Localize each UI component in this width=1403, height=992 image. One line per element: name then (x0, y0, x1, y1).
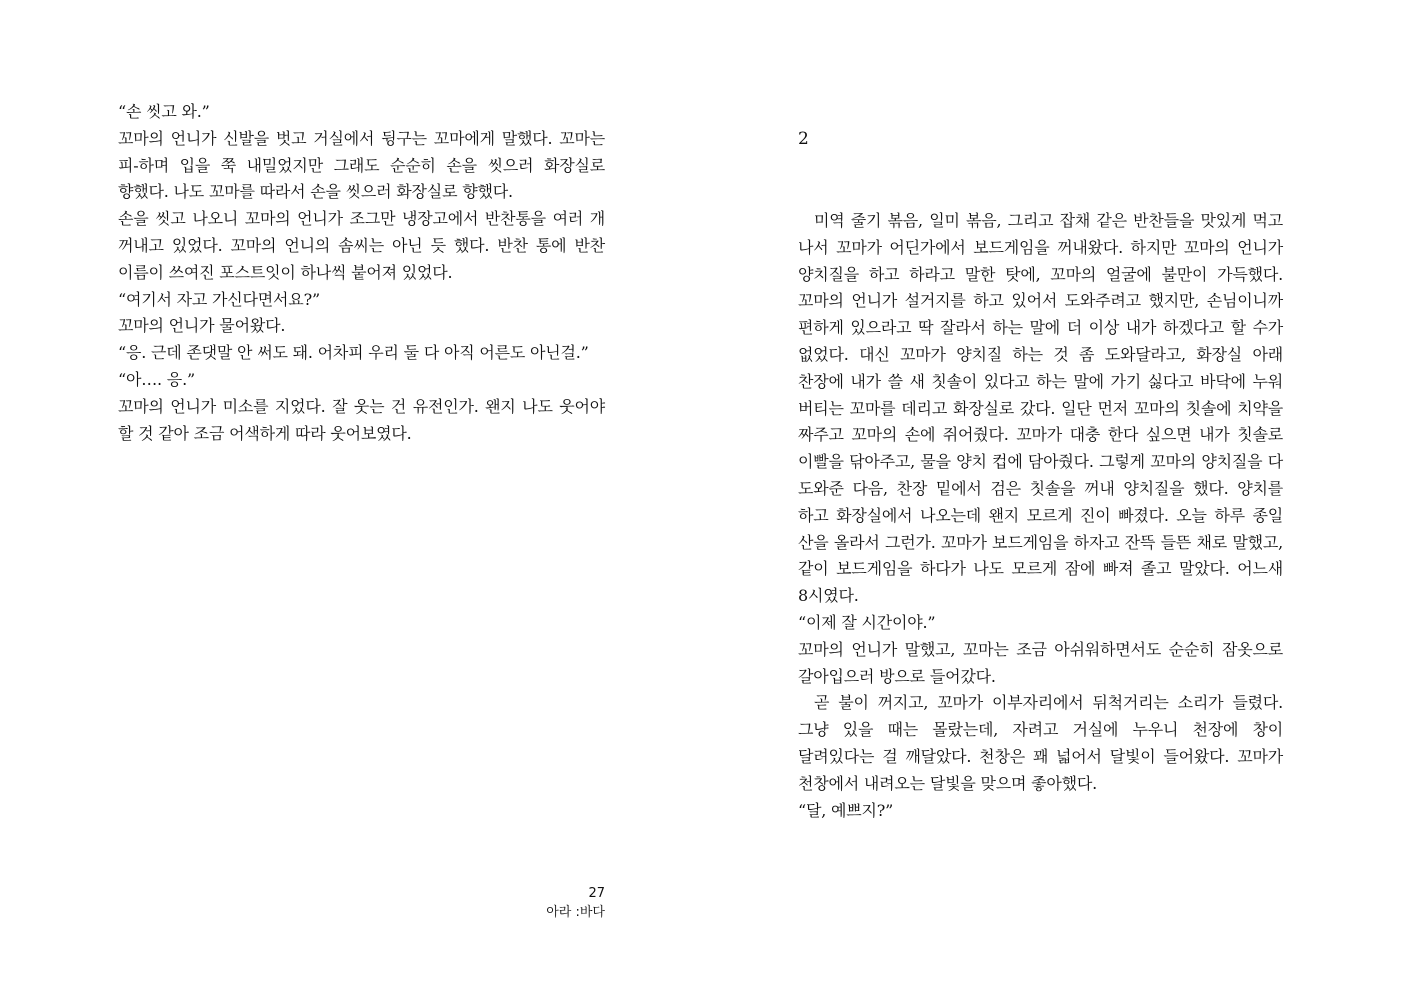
paragraph: 꼬마의 언니가 물어왔다. (118, 316, 286, 336)
paragraph: 꼬마의 언니가 말했고, 꼬마는 조금 아쉬워하면서도 순순히 잠옷으로 갈아입으러 방으로 들어갔다. (798, 639, 1283, 686)
paragraph: “이제 잘 시간이야.” (798, 612, 936, 632)
paragraph: 꼬마의 언니가 미소를 지었다. 잘 웃는 건 유전인가. 왠지 나도 웃어야 할 것 같아 조금 어색하게 따라 웃어보였다. (118, 396, 605, 443)
paragraph: 꼬마의 언니가 신발을 벗고 거실에서 뒹구는 꼬마에게 말했다. 꼬마는 피-하며 입을 쭉 내밀었지만 그래도 순순히 손을 씻으러 화장실로 향했다. 나도 꼬마를 따라서 손을 씻으러 화장실로 향했다. (118, 128, 605, 202)
paragraph: “여기서 자고 가신다면서요?” (118, 289, 320, 309)
left-page-body (118, 99, 605, 447)
paragraph: “달, 예쁘지?” (798, 800, 894, 820)
right-page-body (798, 208, 1283, 824)
paragraph: 손을 씻고 나오니 꼬마의 언니가 조그만 냉장고에서 반찬통을 여러 개 꺼내고 있었다. 꼬마의 언니의 솜씨는 아닌 듯 했다. 반찬 통에 반찬 이름이 쓰여진 포스트잇이 하나씩 붙어져 있었다. (118, 209, 605, 282)
right-page (702, 0, 1403, 992)
page-number: 27 (588, 886, 605, 901)
paragraph: “아…. 응.” (118, 369, 195, 389)
paragraph: 미역 줄기 볶음, 일미 볶음, 그리고 잡채 같은 반찬들을 맛있게 먹고 나서 꼬마가 어딘가에서 보드게임을 꺼내왔다. 하지만 꼬마의 언니가 양치질을 하고 하라고 말한 탓에, 꼬마의 얼굴에 불만이 가득했다. 꼬마의 언니가 설거지를 하고 있어서 도와주려고 했지만, 손님이니까 편하게 있으라고 딱 잘라서 하는 말에 더 이상 내가 하겠다고 할 수가 없었다. 대신 꼬마가 양치질 하는 것 좀 도와달라고, 화장실 아래 찬장에 내가 쓸 새 칫솔이 있다고 하는 말에 가기 싫다고 바닥에 누워 버티는 꼬마를 데리고 화장실로 갔다. 일단 먼저 꼬마의 칫솔에 치약을 짜주고 꼬마의 손에 쥐어줬다. 꼬마가 대충 한다 싶으면 내가 칫솔로 이빨을 닦아주고, 물을 양치 컵에 담아줬다. 그렇게 꼬마의 양치질을 다 도와준 다음, 찬장 밑에서 검은 칫솔을 꺼내 양치질을 했다. 양치를 하고 화장실에서 나오는데 왠지 모르게 진이 빠졌다. 오늘 하루 종일 산을 올라서 그런가. 꼬마가 보드게임을 하자고 잔뜩 들뜬 채로 말했고, 같이 보드게임을 하다가 나도 모르게 잠에 빠져 졸고 말았다. 어느새 8시였다. (798, 211, 1283, 606)
paragraph: “응. 근데 존댓말 안 써도 돼. 어차피 우리 둘 다 아직 어른도 아닌걸.” (118, 343, 589, 363)
left-page (0, 0, 700, 992)
paragraph: “손 씻고 와.” (118, 102, 210, 121)
chapter-number: 2 (798, 129, 809, 149)
paragraph: 곧 불이 꺼지고, 꼬마가 이부자리에서 뒤척거리는 소리가 들렸다. 그냥 있을 때는 몰랐는데, 자려고 거실에 누우니 천장에 창이 달려있다는 걸 깨달았다. 천창은 꽤 넓어서 달빛이 들어왔다. 꼬마가 천창에서 내려오는 달빛을 맞으며 좋아했다. (798, 693, 1283, 793)
footer-title: 아라 :바다 (546, 905, 605, 920)
